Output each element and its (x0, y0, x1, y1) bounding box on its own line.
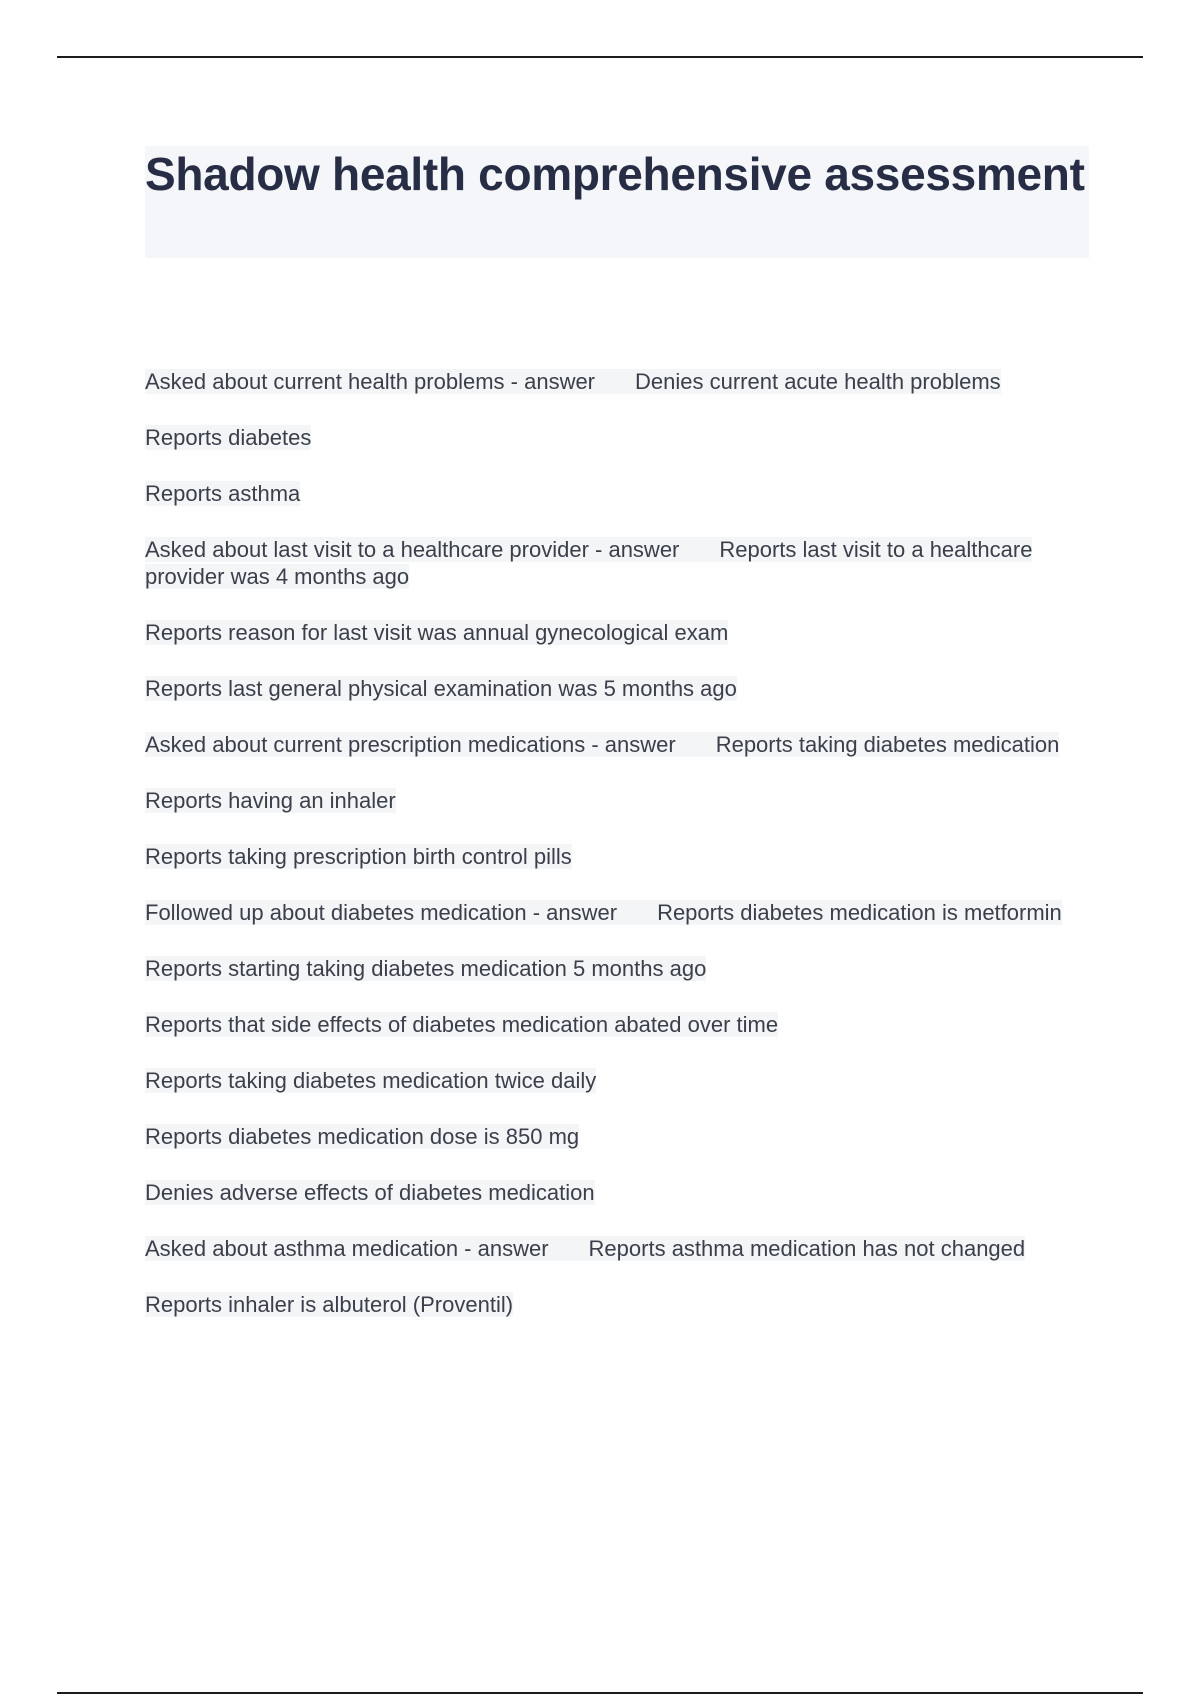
entry-item (145, 955, 1095, 982)
entry-question: Asked about current health problems - answer (145, 369, 596, 394)
entry-item (145, 1011, 1095, 1038)
entry-answer: Reports last general physical examination was 5 months ago (145, 676, 737, 701)
entry-item (145, 424, 1095, 451)
entry-item (145, 1123, 1095, 1150)
entry-item (145, 787, 1095, 814)
entry-answer: Reports taking diabetes medication twice daily (145, 1068, 597, 1093)
entry-item (145, 480, 1095, 507)
entry-answer: Denies current acute health problems (635, 369, 1001, 394)
entry-answer: Reports taking diabetes medication (715, 732, 1060, 757)
title-block (145, 146, 1089, 258)
entry-item (145, 843, 1095, 870)
entry-question: Asked about last visit to a healthcare provider - answer (145, 537, 680, 562)
entries-list (145, 368, 1095, 1347)
entry-answer: Reports asthma medication has not changed (588, 1236, 1026, 1261)
entry-answer: Reports diabetes medication is metformin (657, 900, 1062, 925)
entry-item (145, 1291, 1095, 1318)
entry-item (145, 675, 1095, 702)
page-title: Shadow health comprehensive assessment (145, 148, 1085, 200)
entry-answer: Reports last visit to a healthcare provider was 4 months ago (145, 537, 1033, 589)
entry-answer: Reports taking prescription birth control pills (145, 844, 572, 869)
entry-answer: Denies adverse effects of diabetes medication (145, 1180, 595, 1205)
entry-question: Asked about current prescription medications - answer (145, 732, 676, 757)
entry-answer: Reports starting taking diabetes medication 5 months ago (145, 956, 707, 981)
entry-question: Followed up about diabetes medication - answer (145, 900, 618, 925)
entry-answer: Reports reason for last visit was annual gynecological exam (145, 620, 729, 645)
entry-asthma-medication (145, 1235, 1095, 1262)
entry-answer: Reports diabetes (145, 425, 312, 450)
entry-answer: Reports diabetes medication dose is 850 mg (145, 1124, 580, 1149)
entry-answer: Reports asthma (145, 481, 301, 506)
entry-answer: Reports inhaler is albuterol (Proventil) (145, 1292, 514, 1317)
entry-prescription-medications (145, 731, 1095, 758)
entry-answer: Reports having an inhaler (145, 788, 396, 813)
entry-diabetes-medication (145, 899, 1095, 926)
top-rule (57, 56, 1143, 58)
entry-last-visit (145, 536, 1095, 590)
bottom-rule (57, 1692, 1143, 1694)
entry-item (145, 1067, 1095, 1094)
entry-question: Asked about asthma medication - answer (145, 1236, 549, 1261)
entry-current-health-problems (145, 368, 1095, 395)
entry-item (145, 619, 1095, 646)
entry-answer: Reports that side effects of diabetes medication abated over time (145, 1012, 779, 1037)
entry-item (145, 1179, 1095, 1206)
